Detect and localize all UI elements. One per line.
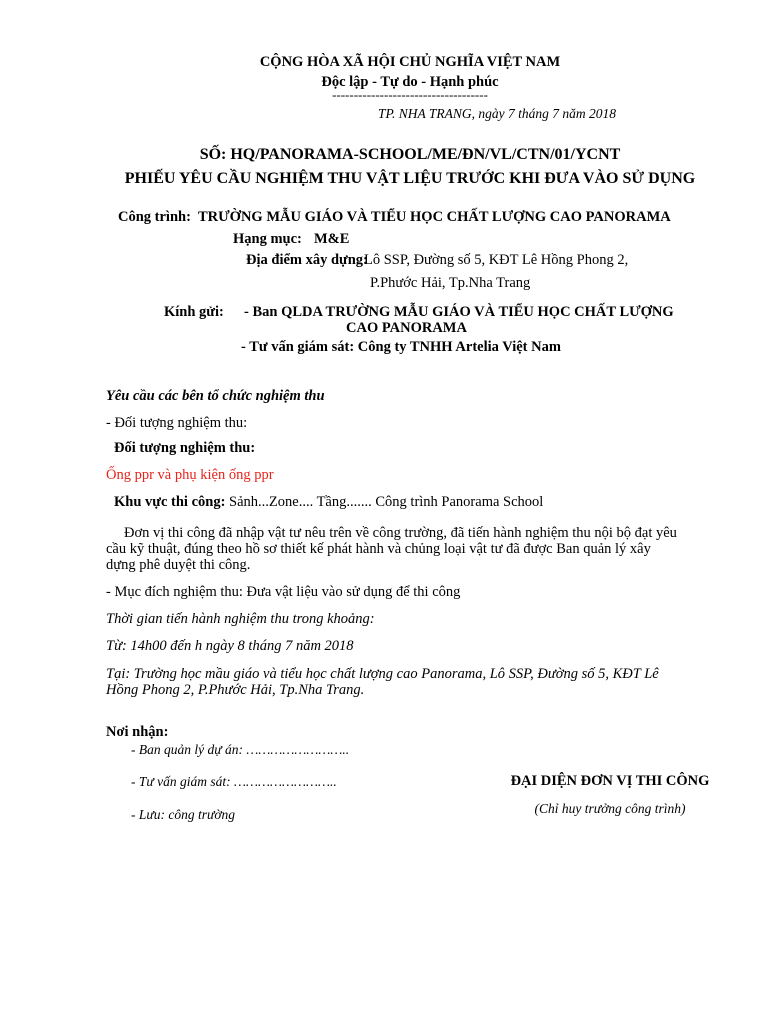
area-value: Sảnh...Zone.... Tầng....... Công trình Panorama School (229, 494, 544, 510)
category-label: Hạng mục: (233, 231, 302, 247)
paragraph-line-2: cầu kỹ thuật, đúng theo hồ sơ thiết kế phát hành và chủng loại vật tư đã được Ban quản lý xây (106, 541, 651, 557)
motto: Độc lập - Tự do - Hạnh phúc (321, 74, 499, 90)
project-label: Công trình: (118, 209, 191, 225)
recipient-supervisor: - Tư vấn giám sát: …………………….. (131, 774, 337, 789)
place-date: TP. NHA TRANG, ngày 7 tháng 7 năm 2018 (378, 106, 617, 121)
recipient-management: - Ban quản lý dự án: …………………….. (131, 742, 350, 757)
document-number: SỐ: HQ/PANORAMA-SCHOOL/ME/ĐN/VL/CTN/01/YCNT (199, 146, 621, 163)
request-heading: Yêu cầu các bên tổ chức nghiệm thu (106, 388, 325, 404)
location-label: Địa điểm xây dựng: (246, 252, 368, 268)
signer-role: (Chỉ huy trưởng công trình) (534, 801, 686, 816)
category-value: M&E (314, 231, 350, 247)
location-line-2: P.Phước Hải, Tp.Nha Trang (370, 275, 531, 291)
recipient-board-cont: CAO PANORAMA (346, 320, 467, 336)
location-line-1: Lô SSP, Đường số 5, KĐT Lê Hồng Phong 2, (364, 252, 629, 268)
project-name: TRƯỜNG MẪU GIÁO VÀ TIỂU HỌC CHẤT LƯỢNG CAO PANORAMA (198, 209, 671, 225)
signer-title: ĐẠI DIỆN ĐƠN VỊ THI CÔNG (510, 773, 710, 789)
purpose-line: - Mục đích nghiệm thu: Đưa vật liệu vào sử dụng để thi công (106, 584, 461, 600)
object-line: - Đối tượng nghiệm thu: (106, 415, 248, 431)
object-item: Ống ppr và phụ kiện ống ppr (106, 467, 274, 483)
recipients-label: Kính gửi: (164, 304, 224, 320)
venue-line-2: Hồng Phong 2, P.Phước Hải, Tp.Nha Trang. (106, 682, 365, 698)
recipient-consultant: - Tư vấn giám sát: Công ty TNHH Artelia Việt Nam (241, 339, 561, 355)
nation-header: CỘNG HÒA XÃ HỘI CHỦ NGHĨA VIỆT NAM (259, 54, 561, 70)
time-value: Từ: 14h00 đến h ngày 8 tháng 7 năm 2018 (106, 638, 354, 654)
area-label: Khu vực thi công: (114, 494, 226, 510)
recipient-board: - Ban QLDA TRƯỜNG MẪU GIÁO VÀ TIỂU HỌC CHẤT LƯỢNG (244, 304, 674, 320)
paragraph-line-1: Đơn vị thi công đã nhập vật tư nêu trên về công trường, đã tiến hành nghiệm thu nội bộ đạt yêu (124, 525, 677, 541)
object-heading: Đối tượng nghiệm thu: (114, 440, 256, 456)
time-heading: Thời gian tiến hành nghiệm thu trong khoảng: (106, 611, 375, 627)
paragraph-line-3: dựng phê duyệt thi công. (106, 557, 251, 573)
recipient-archive: - Lưu: công trường (131, 807, 236, 822)
document-title: PHIẾU YÊU CẦU NGHIỆM THU VẬT LIỆU TRƯỚC KHI ĐƯA VÀO SỬ DỤNG (124, 170, 696, 187)
recipients-heading: Nơi nhận: (106, 724, 169, 740)
header-divider: ------------------------------------ (332, 87, 488, 102)
venue-line-1: Tại: Trường học mầu giáo và tiểu học chất lượng cao Panorama, Lô SSP, Đường số 5, KĐT Lê (106, 666, 659, 682)
